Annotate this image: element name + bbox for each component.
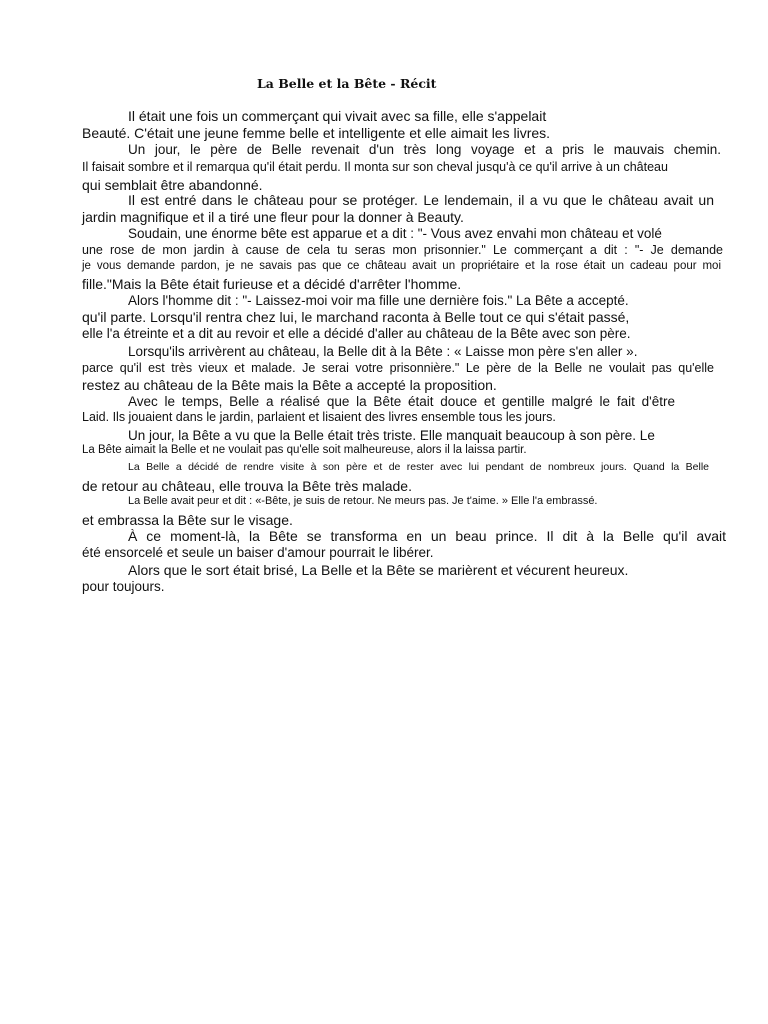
text-line: jardin magnifique et il a tiré une fleur pour la donner à Beauty. [82,209,464,225]
text-line: Il faisait sombre et il remarqua qu'il était perdu. Il monta sur son cheval jusqu'à ce qu'il arrive à un château [82,160,668,174]
text-line: une rose de mon jardin à cause de cela tu seras mon prisonnier." Le commerçant a dit : "- Je demande [82,243,723,257]
text-line: Un jour, le père de Belle revenait d'un très long voyage et a pris le mauvais chemin. [128,142,721,157]
text-line: La Belle avait peur et dit : «-Bête, je suis de retour. Ne meurs pas. Je t'aime. » Elle l'a embrassé. [128,495,598,507]
text-line: Laid. Ils jouaient dans le jardin, parlaient et lisaient des livres ensemble tous les jours. [82,410,556,424]
text-line: Lorsqu'ils arrivèrent au château, la Belle dit à la Bête : « Laisse mon père s'en aller ». [128,344,638,359]
text-line: été ensorcelé et seule un baiser d'amour pourrait le libérer. [82,545,434,560]
text-line: Soudain, une énorme bête est apparue et a dit : "- Vous avez envahi mon château et volé [128,226,662,241]
text-line: Alors l'homme dit : "- Laissez-moi voir ma fille une dernière fois." La Bête a accepté. [128,293,629,308]
text-line: Avec le temps, Belle a réalisé que la Bête était douce et gentille malgré le fait d'être [128,394,675,409]
text-line: de retour au château, elle trouva la Bête très malade. [82,478,412,494]
text-line: Il était une fois un commerçant qui vivait avec sa fille, elle s'appelait [128,108,547,124]
text-line: À ce moment-là, la Bête se transforma en un beau prince. Il dit à la Belle qu'il avait [128,528,726,544]
text-line: restez au château de la Bête mais la Bête a accepté la proposition. [82,377,497,393]
text-line: et embrassa la Bête sur le visage. [82,512,293,528]
text-line: je vous demande pardon, je ne savais pas que ce château avait un propriétaire et la rose était un cadeau pour moi [82,260,721,272]
text-line: pour toujours. [82,579,165,594]
text-line: Un jour, la Bête a vu que la Belle était très triste. Elle manquait beaucoup à son père. Le [128,428,655,443]
text-line: Beauté. C'était une jeune femme belle et intelligente et elle aimait les livres. [82,125,551,141]
text-line: qui semblait être abandonné. [82,177,263,193]
text-line: fille."Mais la Bête était furieuse et a décidé d'arrêter l'homme. [82,276,462,292]
text-line: La Belle a décidé de rendre visite à son père et de rester avec lui pendant de nombreux jours. Quand la Belle [128,461,709,473]
text-line: Il est entré dans le château pour se protéger. Le lendemain, il a vu que le château avait un [128,192,714,208]
text-line: La Bête aimait la Belle et ne voulait pas qu'elle soit malheureuse, alors il la laissa partir. [82,444,527,456]
text-line: parce qu'il est très vieux et malade. Je serai votre prisonnière." Le père de la Belle ne voulait pas qu'elle [82,361,714,375]
text-line: qu'il parte. Lorsqu'il rentra chez lui, le marchand raconta à Belle tout ce qui s'était passé, [82,309,630,325]
text-line: Alors que le sort était brisé, La Belle et la Bête se marièrent et vécurent heureux. [128,562,629,578]
document-title: La Belle et la Bête - Récit [257,76,437,91]
text-line: elle l'a étreinte et a dit au revoir et elle a décidé d'aller au château de la Bête avec son père. [82,326,631,341]
